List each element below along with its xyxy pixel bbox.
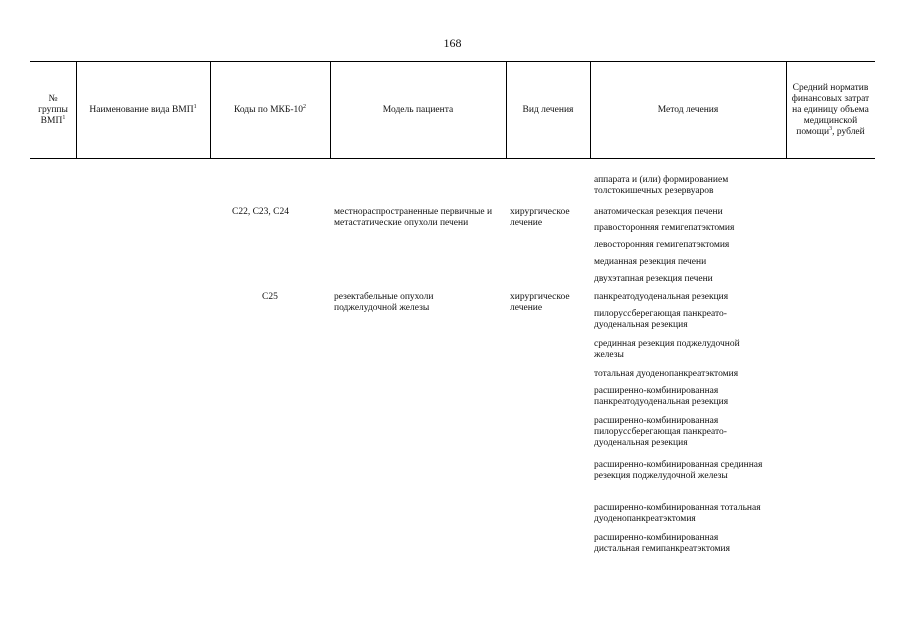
method-item: двухэтапная резекция печени [594,274,713,284]
header-treatment-type-label: Вид лечения [522,104,574,115]
footnote-1: 1 [62,114,66,121]
page-number: 168 [443,36,462,50]
footnote-1: 1 [193,103,197,110]
header-name [76,62,210,158]
method-item: расширенно-комбинированная панкреатодуоденальная резекция [594,386,729,407]
header-codes-label: Коды по МКБ-10 [233,104,304,115]
row-treatment: хирургическое лечение [510,292,570,313]
header-name-label: Наименование вида ВМП [89,104,194,115]
header-cost-tail: , рублей [832,126,865,137]
header-model-label: Модель пациента [382,104,454,115]
header-group-no [30,62,76,158]
method-item: левосторонняя гемигепатэктомия [594,240,730,250]
row-treatment: хирургическое лечение [510,207,570,228]
method-item: расширенно-комбинированная пилоруссберегающая панкреато-дуоденальная резекция [594,416,727,448]
header-method [590,62,786,158]
row-code: C22, C23, C24 [232,207,290,217]
method-item: медианная резекция печени [594,257,707,267]
footnote-2: 2 [303,103,307,110]
header-codes [210,62,330,158]
method-item: панкреатодуоденальная резекция [594,292,729,302]
method-item: расширенно-комбинированная срединная резекция поджелудочной железы [594,460,763,481]
method-item: аппарата и (или) формированием толстокишечных резервуаров [594,175,729,196]
row-code: C25 [262,292,278,302]
footnote-3: 3 [829,125,833,132]
row-model: местнораспространенные первичные и метастатические опухоли печени [334,207,493,228]
header-cost-label: Средний норматив финансовых затрат на единицу объема медицинской помощи [791,82,870,137]
method-item: пилоруссберегающая панкреато-дуоденальная резекция [594,309,727,330]
method-item: срединная резекция поджелудочной железы [594,339,740,360]
header-group-no-label: № группы ВМП [38,93,68,126]
method-item: правосторонняя гемигепатэктомия [594,223,735,233]
method-item: тотальная дуоденопанкреатэктомия [594,369,739,379]
method-item: расширенно-комбинированная дистальная гемипанкреатэктомия [594,533,730,554]
method-item: расширенно-комбинированная тотальная дуоденопанкреатэктомия [594,503,761,524]
header-method-label: Метод лечения [657,104,719,115]
header-cost [786,62,875,158]
header-model [330,62,506,158]
method-item: анатомическая резекция печени [594,207,723,217]
header-treatment-type [506,62,590,158]
row-model: резектабельные опухоли поджелудочной железы [334,292,434,313]
table-header [30,61,875,159]
